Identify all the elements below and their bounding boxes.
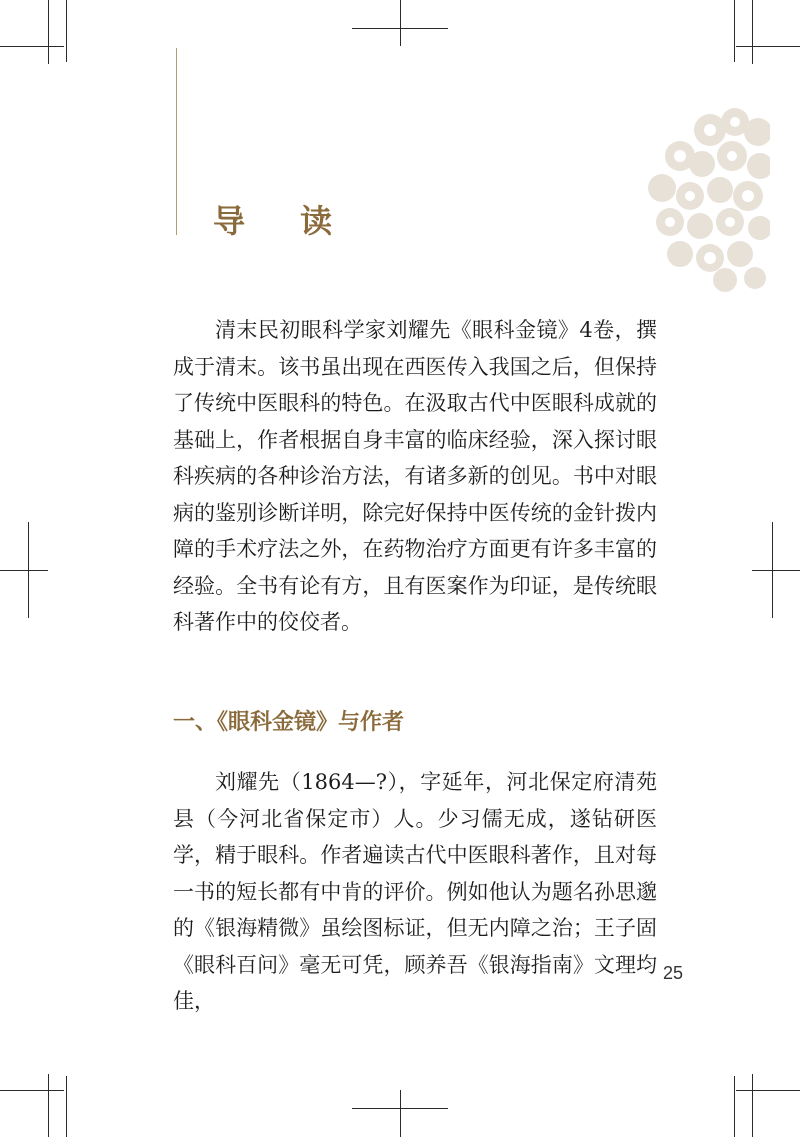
crop-mark-icon bbox=[0, 570, 48, 571]
crop-mark-icon bbox=[734, 0, 735, 62]
section-heading: 一、《眼科金镜》与作者 bbox=[173, 709, 405, 735]
crop-mark-icon bbox=[66, 1076, 67, 1137]
crop-mark-icon bbox=[752, 570, 800, 571]
intro-paragraph: 清末民初眼科学家刘耀先《眼科金镜》4卷，撰成于清末。该书虽出现在西医传入我国之后，但保持了传统中医眼科的特色。在汲取古代中医眼科成就的基础上，作者根据自身丰富的临床经验，深入探讨眼科疾病的各种诊治方法，有诸多新的创见。书中对眼病的鉴别诊断详明，除完好保持中医传统的金针拨内障的手术疗法之外，在药物治疗方面更有许多丰富的经验。全书有论有方，且有医案作为印证，是传统眼科著作中的佼佼者。 bbox=[173, 318, 657, 634]
crop-mark-icon bbox=[752, 0, 753, 64]
crop-mark-icon bbox=[400, 1090, 401, 1137]
title-rule bbox=[176, 48, 177, 235]
body-paragraph: 刘耀先（1864—?），字延年，河北保定府清苑县（今河北省保定市）人。少习儒无成，遂钻研医学，精于眼科。作者遍读古代中医眼科著作，且对每一书的短长都有中肯的评价。例如他认为题名孙思邈的《银海精微》虽绘图标证，但无内障之治；王子固《眼科百问》毫无可凭，顾养吾《银海指南》文理均佳， bbox=[173, 770, 657, 1013]
crop-mark-icon bbox=[772, 522, 773, 618]
crop-mark-icon bbox=[28, 522, 29, 618]
crop-mark-icon bbox=[66, 0, 67, 62]
page-number: 25 bbox=[663, 963, 684, 983]
crop-mark-icon bbox=[48, 1074, 49, 1137]
crop-mark-icon bbox=[0, 46, 64, 47]
cloud-ornament-icon bbox=[640, 108, 770, 293]
page-title: 导 读 bbox=[213, 202, 355, 240]
crop-mark-icon bbox=[736, 46, 800, 47]
crop-mark-icon bbox=[752, 1074, 753, 1137]
crop-mark-icon bbox=[352, 1108, 448, 1109]
crop-mark-icon bbox=[48, 0, 49, 64]
crop-mark-icon bbox=[352, 28, 448, 29]
crop-mark-icon bbox=[736, 1090, 800, 1091]
crop-mark-icon bbox=[0, 1090, 64, 1091]
crop-mark-icon bbox=[400, 0, 401, 46]
crop-mark-icon bbox=[734, 1076, 735, 1137]
